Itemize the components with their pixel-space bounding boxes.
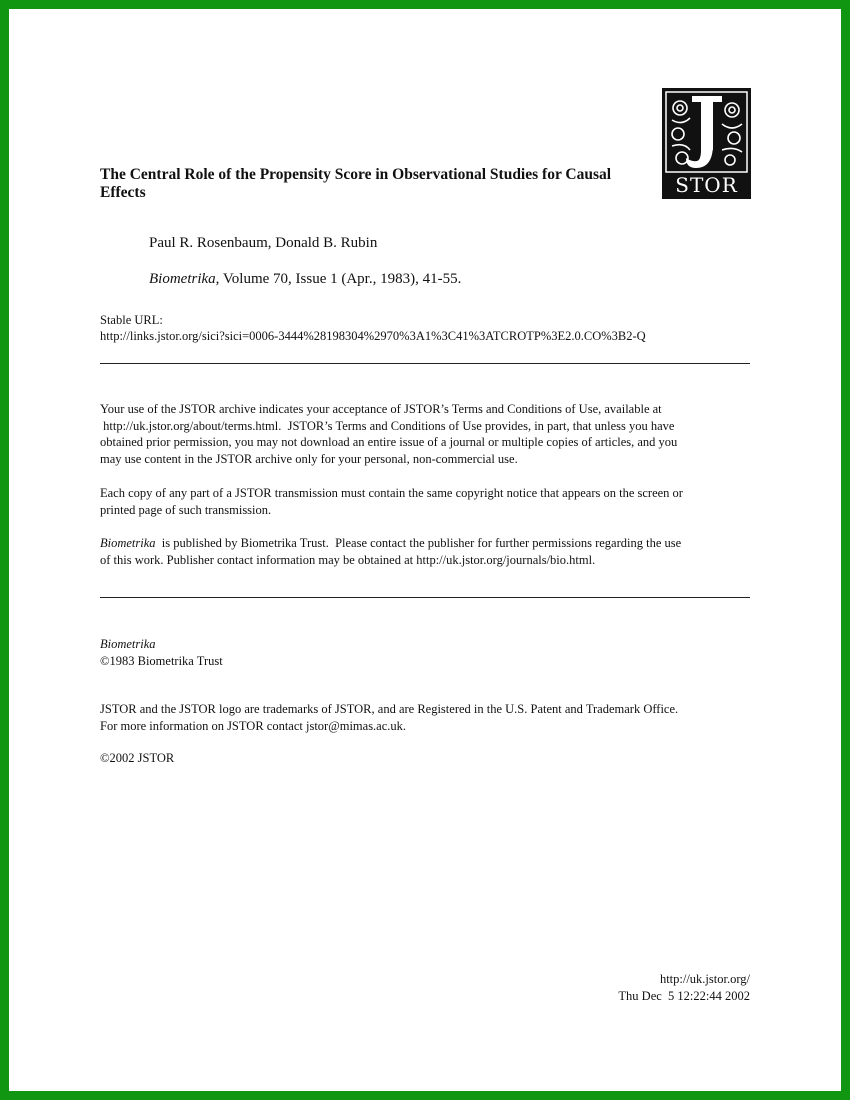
terms-p1-line: may use content in the JSTOR archive only for your personal, non-commercial use.	[100, 451, 518, 466]
footer-url[interactable]: http://uk.jstor.org/	[659, 972, 750, 986]
terms-p1-line: http://uk.jstor.org/about/terms.html. JSTOR’s Terms and Conditions of Use provides, in part, that unless you have	[100, 418, 675, 433]
terms-paragraph-1	[100, 401, 755, 467]
publisher-journal: Biometrika	[100, 637, 156, 651]
document-page	[9, 9, 841, 1091]
terms-p1-line: Your use of the JSTOR archive indicates your acceptance of JSTOR’s Terms and Conditions of Use, available at	[100, 402, 662, 416]
article-title: The Central Role of the Propensity Score in Observational Studies for Causal Effects	[100, 166, 612, 201]
terms-p3-journal: Biometrika	[100, 536, 156, 550]
jstor-copyright: ©2002 JSTOR	[100, 751, 175, 765]
citation-details: , Volume 70, Issue 1 (Apr., 1983), 41-55.	[215, 271, 462, 287]
divider-bottom	[100, 597, 750, 598]
stable-url-label: Stable URL:	[100, 313, 163, 327]
terms-p1-line: obtained prior permission, you may not download an entire issue of a journal or multiple copies of articles, and you	[100, 435, 678, 449]
publisher-block	[100, 636, 223, 669]
terms-paragraph-2	[100, 485, 755, 518]
trademark-line: For more information on JSTOR contact jstor@mimas.ac.uk.	[100, 718, 407, 733]
stable-url-link[interactable]: http://links.jstor.org/sici?sici=0006-3444%28198304%2970%3A1%3C41%3ATCROTP%3E2.0.CO%3B2-Q	[100, 329, 646, 343]
publisher-copyright: ©1983 Biometrika Trust	[100, 653, 223, 668]
terms-p3-line: is published by Biometrika Trust. Please contact the publisher for further permissions regarding the use	[155, 536, 682, 550]
jstor-logo	[662, 88, 751, 199]
terms-p2-line: printed page of such transmission.	[100, 502, 272, 517]
divider-top	[100, 363, 750, 364]
terms-p2-line: Each copy of any part of a JSTOR transmission must contain the same copyright notice that appears on the screen or	[100, 486, 683, 500]
terms-p3-line: of this work. Publisher contact information may be obtained at http://uk.jstor.org/journals/bio.html.	[100, 552, 596, 567]
jstor-logo-icon	[662, 88, 751, 174]
jstor-logo-text: STOR	[675, 173, 738, 197]
article-authors: Paul R. Rosenbaum, Donald B. Rubin	[149, 235, 378, 251]
footer-block	[618, 971, 750, 1004]
footer-timestamp: Thu Dec 5 12:22:44 2002	[618, 988, 750, 1003]
citation-journal: Biometrika	[149, 271, 216, 287]
trademark-line: JSTOR and the JSTOR logo are trademarks of JSTOR, and are Registered in the U.S. Patent and Trademark Office.	[100, 702, 679, 716]
trademark-notice	[100, 701, 760, 734]
stable-url-block	[100, 312, 646, 344]
article-citation	[149, 271, 461, 288]
terms-paragraph-3	[100, 535, 755, 568]
